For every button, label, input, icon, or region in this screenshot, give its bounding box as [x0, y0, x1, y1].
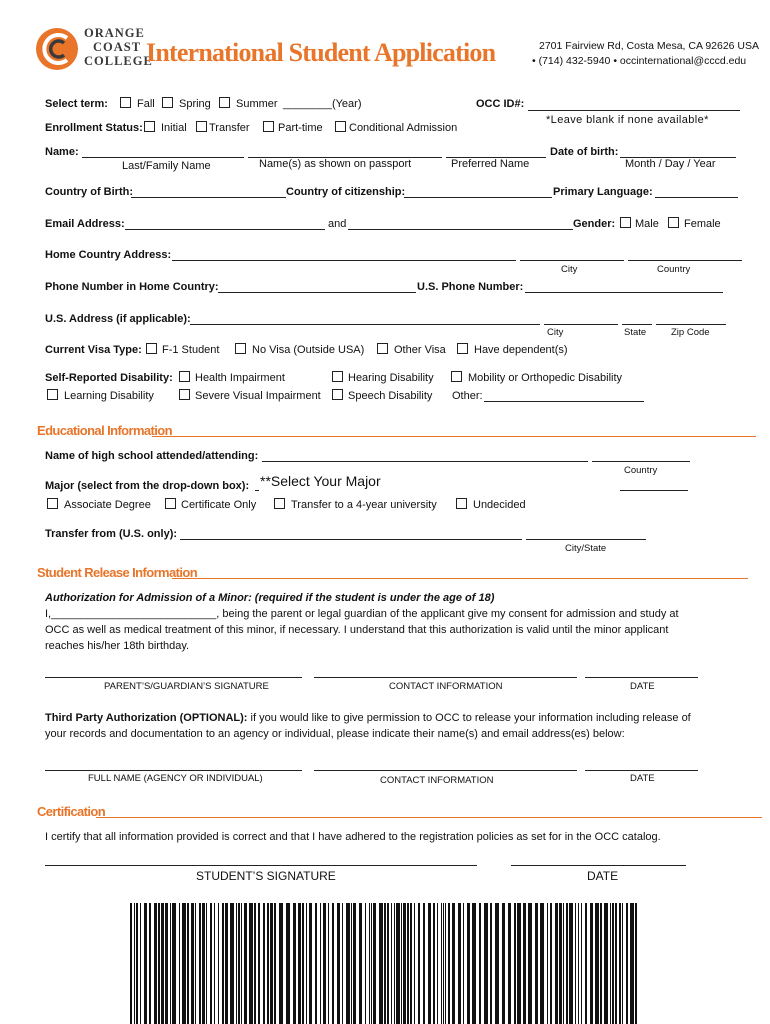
barcode-bar [195, 903, 196, 1024]
barcode-bar [387, 903, 389, 1024]
mobility-disability-checkbox[interactable] [451, 371, 462, 382]
us-city-field[interactable] [544, 324, 618, 325]
high-school-country-field[interactable] [592, 461, 690, 462]
section-rule-education [152, 436, 756, 437]
barcode-bar [403, 903, 406, 1024]
barcode-bar [263, 903, 265, 1024]
gender-male-label: Male [635, 218, 659, 230]
barcode-bar [202, 903, 205, 1024]
barcode-bar [130, 903, 132, 1024]
barcode-bar [528, 903, 532, 1024]
barcode-bar [384, 903, 386, 1024]
barcode-bar [351, 903, 352, 1024]
barcode-bar [630, 903, 634, 1024]
term-label: Select term: [45, 98, 108, 110]
student-date-field[interactable] [511, 865, 686, 866]
barcode-bar [342, 903, 343, 1024]
visa-f1-checkbox[interactable] [146, 343, 157, 354]
barcode-bar [484, 903, 488, 1024]
barcode-bar [418, 903, 420, 1024]
barcode-bar [490, 903, 492, 1024]
major-dropdown[interactable]: **Select Your Major [260, 473, 381, 489]
barcode-bar [569, 903, 573, 1024]
barcode-bar [136, 903, 138, 1024]
barcode-bar [267, 903, 269, 1024]
enrollment-conditional-label: Conditional Admission [349, 122, 458, 134]
minor-text-1: I,___________________________, being the parent or legal guardian of the applicant give my consent for admission and study at [45, 608, 679, 620]
barcode-bar [353, 903, 356, 1024]
barcode-bar [222, 903, 224, 1024]
barcode-bar [563, 903, 564, 1024]
barcode-bar [578, 903, 579, 1024]
guardian-signature-caption: PARENT’S/GUARDIAN’S SIGNATURE [104, 681, 269, 692]
barcode-bar [279, 903, 283, 1024]
country-citizenship-label: Country of citizenship: [286, 186, 406, 198]
visa-other-label: Other Visa [394, 344, 446, 356]
barcode-bar [396, 903, 400, 1024]
guardian-date-caption: DATE [630, 681, 655, 692]
transfer-from-label: Transfer from (U.S. only): [45, 528, 178, 540]
barcode-bar [140, 903, 141, 1024]
occ-id-note: *Leave blank if none available* [546, 114, 709, 126]
visa-other-checkbox[interactable] [377, 343, 388, 354]
us-state-field[interactable] [622, 324, 652, 325]
email-field-2[interactable] [348, 229, 573, 230]
term-summer-checkbox[interactable] [219, 97, 230, 108]
third-party-text-1: if you would like to give permission to OCC to release your information including release of [247, 712, 691, 724]
barcode-bar [306, 903, 307, 1024]
barcode-bar [472, 903, 476, 1024]
associate-degree-checkbox[interactable] [47, 498, 58, 509]
barcode-bar [172, 903, 176, 1024]
term-fall-label: Fall [137, 98, 155, 110]
barcode-bar [626, 903, 628, 1024]
barcode-bar [445, 903, 446, 1024]
third-party-line-1 [45, 712, 691, 724]
third-party-contact-field[interactable] [314, 770, 577, 771]
dob-caption: Month / Day / Year [625, 158, 716, 170]
third-party-heading: Third Party Authorization (OPTIONAL): [45, 712, 248, 724]
barcode-bar [585, 903, 587, 1024]
barcode-bar [566, 903, 568, 1024]
country-birth-label: Country of Birth: [45, 186, 133, 198]
certification-text: I certify that all information provided is correct and that I have adhered to the registration policies as set for in the OCC catalog. [45, 831, 661, 843]
barcode-bar [433, 903, 435, 1024]
enrollment-initial-label: Initial [161, 122, 187, 134]
barcode-bar [535, 903, 538, 1024]
term-fall-checkbox[interactable] [120, 97, 131, 108]
barcode-bar [244, 903, 247, 1024]
name-label: Name: [45, 146, 79, 158]
transfer-city-state-field[interactable] [526, 539, 646, 540]
home-address-field[interactable] [172, 260, 516, 261]
disability-label: Self-Reported Disability: [45, 372, 173, 384]
barcode-bar [359, 903, 362, 1024]
barcode-bar [214, 903, 215, 1024]
section-rule-release [172, 578, 748, 579]
third-party-name-caption: FULL NAME (AGENCY OR INDIVIDUAL) [88, 773, 263, 784]
home-phone-label: Phone Number in Home Country: [45, 281, 219, 293]
barcode-bar [332, 903, 334, 1024]
high-school-field[interactable] [262, 461, 588, 462]
barcode-bar [158, 903, 160, 1024]
barcode-bar [448, 903, 450, 1024]
barcode-bar [286, 903, 290, 1024]
barcode-bar [540, 903, 544, 1024]
barcode-bar [161, 903, 164, 1024]
barcode-bar [210, 903, 212, 1024]
barcode-bar [373, 903, 376, 1024]
term-spring-checkbox[interactable] [162, 97, 173, 108]
major-label: Major (select from the drop-down box): [45, 480, 250, 492]
third-party-name-field[interactable] [45, 770, 302, 771]
certificate-only-checkbox[interactable] [165, 498, 176, 509]
third-party-date-field[interactable] [585, 770, 698, 771]
country-citizenship-field[interactable] [404, 197, 552, 198]
student-signature-field[interactable] [45, 865, 477, 866]
barcode-bar [258, 903, 260, 1024]
barcode-bar [428, 903, 431, 1024]
barcode-bar [170, 903, 171, 1024]
learning-disability-checkbox[interactable] [47, 389, 58, 400]
third-party-contact-caption: CONTACT INFORMATION [380, 775, 494, 786]
hearing-disability-checkbox[interactable] [332, 371, 343, 382]
barcode-image [130, 903, 638, 1024]
barcode-bar [595, 903, 599, 1024]
barcode-bar [547, 903, 548, 1024]
barcode-bar [600, 903, 602, 1024]
barcode-bar [443, 903, 444, 1024]
enrollment-parttime-label: Part-time [278, 122, 323, 134]
term-spring-label: Spring [179, 98, 211, 110]
barcode-bar [401, 903, 402, 1024]
barcode-bar [441, 903, 442, 1024]
occ-id-field[interactable] [528, 110, 740, 111]
gender-female-label: Female [684, 218, 721, 230]
barcode-bar [379, 903, 383, 1024]
enrollment-transfer-label: Transfer [209, 122, 250, 134]
barcode-bar [463, 903, 464, 1024]
barcode-bar [437, 903, 438, 1024]
visual-impairment-checkbox[interactable] [179, 389, 190, 400]
barcode-bar [134, 903, 135, 1024]
major-underline [255, 490, 259, 491]
dob-label: Date of birth: [550, 146, 619, 158]
country-birth-field[interactable] [131, 197, 286, 198]
guardian-signature-field[interactable] [45, 677, 302, 678]
enrollment-initial-checkbox[interactable] [144, 121, 155, 132]
email-and: and [328, 218, 347, 230]
barcode-bar [346, 903, 350, 1024]
occ-id-label: OCC ID#: [476, 98, 525, 110]
barcode-bar [452, 903, 455, 1024]
transfer-university-checkbox[interactable] [274, 498, 285, 509]
barcode-bar [610, 903, 611, 1024]
us-state-caption: State [624, 327, 647, 338]
enrollment-parttime-checkbox[interactable] [263, 121, 274, 132]
barcode-bar [315, 903, 317, 1024]
barcode-bar [508, 903, 511, 1024]
guardian-date-field[interactable] [585, 677, 698, 678]
third-party-date-caption: DATE [630, 773, 655, 784]
term-year-field[interactable]: ________(Year) [283, 98, 362, 110]
gender-label: Gender: [573, 218, 616, 230]
minor-text-3: reaches his/her 18th birthday. [45, 640, 190, 652]
student-date-caption: DATE [587, 869, 619, 883]
barcode-bar [320, 903, 321, 1024]
gender-male-checkbox[interactable] [620, 217, 631, 228]
health-impairment-label: Health Impairment [195, 372, 285, 384]
associate-degree-label: Associate Degree [64, 499, 151, 511]
barcode-bar [369, 903, 370, 1024]
barcode-bar [458, 903, 461, 1024]
header-contact: • (714) 432-5940 • occinternational@cccd.edu [532, 55, 747, 67]
speech-disability-label: Speech Disability [348, 390, 433, 402]
visa-f1-label: F-1 Student [162, 344, 220, 356]
last-name-field[interactable] [82, 157, 244, 158]
barcode-bar [391, 903, 392, 1024]
term-summer-label: Summer [236, 98, 278, 110]
occ-logo-icon [34, 26, 80, 72]
us-address-label: U.S. Address (if applicable): [45, 313, 191, 325]
us-city-caption: City [547, 327, 564, 338]
guardian-contact-caption: CONTACT INFORMATION [389, 681, 503, 692]
visa-label: Current Visa Type: [45, 344, 142, 356]
high-school-label: Name of high school attended/attending: [45, 450, 259, 462]
visa-none-checkbox[interactable] [235, 343, 246, 354]
preferred-name-caption: Preferred Name [451, 158, 530, 170]
barcode-bar [423, 903, 425, 1024]
us-zip-field[interactable] [656, 324, 726, 325]
last-name-caption: Last/Family Name [122, 160, 211, 172]
barcode-bar [238, 903, 240, 1024]
barcode-bar [249, 903, 253, 1024]
barcode-bar [191, 903, 194, 1024]
hearing-disability-label: Hearing Disability [348, 372, 434, 384]
certificate-only-label: Certificate Only [181, 499, 257, 511]
student-signature-caption: STUDENT’S SIGNATURE [196, 869, 336, 883]
barcode-bar [323, 903, 326, 1024]
barcode-bar [165, 903, 168, 1024]
barcode-bar [581, 903, 582, 1024]
section-student-release: Student Release Information [37, 565, 198, 580]
barcode-bar [218, 903, 219, 1024]
barcode-bar [230, 903, 234, 1024]
barcode-bar [635, 903, 637, 1024]
barcode-bar [293, 903, 296, 1024]
barcode-bar [236, 903, 237, 1024]
barcode-bar [523, 903, 526, 1024]
minor-text-2: OCC as well as medical treatment of this minor, if necessary. I understand that this authorization is valid until the minor applicant [45, 624, 669, 636]
barcode-bar [517, 903, 521, 1024]
visa-none-label: No Visa (Outside USA) [252, 344, 365, 356]
home-country-caption: Country [657, 264, 691, 275]
undecided-checkbox[interactable] [456, 498, 467, 509]
barcode-bar [309, 903, 312, 1024]
barcode-bar [467, 903, 470, 1024]
section-educational-information: Educational Information [37, 423, 172, 438]
visa-dependents-checkbox[interactable] [457, 343, 468, 354]
home-city-field[interactable] [520, 260, 624, 261]
minor-heading: Authorization for Admission of a Minor: (required if the student is under the age of 18) [45, 592, 495, 604]
barcode-bar [154, 903, 157, 1024]
barcode-bar [371, 903, 372, 1024]
barcode-bar [559, 903, 562, 1024]
disability-other-field[interactable] [484, 401, 644, 402]
us-address-field[interactable] [190, 324, 540, 325]
barcode-bar [550, 903, 552, 1024]
barcode-bar [495, 903, 499, 1024]
section-rule-certification [96, 817, 762, 818]
barcode-bar [604, 903, 608, 1024]
visual-impairment-label: Severe Visual Impairment [195, 390, 321, 402]
enrollment-label: Enrollment Status: [45, 122, 143, 134]
home-address-label: Home Country Address: [45, 249, 172, 261]
barcode-bar [144, 903, 147, 1024]
barcode-bar [622, 903, 623, 1024]
barcode-bar [407, 903, 409, 1024]
home-phone-field[interactable] [218, 292, 416, 293]
barcode-bar [199, 903, 201, 1024]
us-zip-caption: Zip Code [671, 327, 710, 338]
health-impairment-checkbox[interactable] [179, 371, 190, 382]
barcode-bar [225, 903, 228, 1024]
third-party-text-2: your records and documentation to an agency or individual, please indicate their name(s) and email address(es) below: [45, 728, 625, 740]
barcode-bar [182, 903, 186, 1024]
barcode-bar [274, 903, 276, 1024]
passport-name-caption: Name(s) as shown on passport [259, 158, 412, 170]
gender-female-checkbox[interactable] [668, 217, 679, 228]
enrollment-conditional-checkbox[interactable] [335, 121, 346, 132]
home-country-field[interactable] [628, 260, 742, 261]
transfer-from-field[interactable] [180, 539, 522, 540]
barcode-bar [337, 903, 340, 1024]
barcode-bar [615, 903, 617, 1024]
barcode-bar [298, 903, 301, 1024]
barcode-bar [328, 903, 329, 1024]
barcode-bar [270, 903, 273, 1024]
home-city-caption: City [561, 264, 578, 275]
transfer-city-state-caption: City/State [565, 543, 607, 554]
barcode-bar [394, 903, 395, 1024]
barcode-bar [555, 903, 558, 1024]
email-label: Email Address: [45, 218, 125, 230]
barcode-bar [302, 903, 304, 1024]
us-phone-field[interactable] [525, 292, 723, 293]
barcode-bar [414, 903, 415, 1024]
barcode-bar [187, 903, 189, 1024]
barcode-bar [514, 903, 516, 1024]
mobility-disability-label: Mobility or Orthopedic Disability [468, 372, 623, 384]
learning-disability-label: Learning Disability [64, 390, 154, 402]
undecided-label: Undecided [473, 499, 526, 511]
barcode-bar [612, 903, 614, 1024]
transfer-university-label: Transfer to a 4-year university [291, 499, 437, 511]
disability-other-label: Other: [452, 390, 483, 402]
barcode-bar [179, 903, 180, 1024]
major-extra-field[interactable] [620, 490, 688, 491]
primary-language-field[interactable] [655, 197, 738, 198]
barcode-bar [619, 903, 621, 1024]
section-certification: Certification [37, 804, 106, 819]
speech-disability-checkbox[interactable] [332, 389, 343, 400]
barcode-bar [502, 903, 505, 1024]
enrollment-transfer-checkbox[interactable] [196, 121, 207, 132]
page-title: International Student Application [146, 38, 496, 67]
logo-line-2: COAST [93, 40, 142, 54]
visa-dependents-label: Have dependent(s) [474, 344, 568, 356]
header-address: 2701 Fairview Rd, Costa Mesa, CA 92626 USA [539, 40, 760, 52]
barcode-bar [206, 903, 207, 1024]
primary-language-label: Primary Language: [553, 186, 653, 198]
barcode-bar [410, 903, 412, 1024]
barcode-bar [241, 903, 242, 1024]
barcode-bar [575, 903, 576, 1024]
high-school-country-caption: Country [624, 465, 658, 476]
logo-line-3: COLLEGE [84, 54, 153, 68]
barcode-bar [590, 903, 593, 1024]
barcode-bar [149, 903, 151, 1024]
barcode-bar [254, 903, 256, 1024]
us-phone-label: U.S. Phone Number: [417, 281, 524, 293]
logo-line-1: ORANGE [84, 26, 145, 40]
email-field-1[interactable] [125, 229, 325, 230]
guardian-contact-field[interactable] [314, 677, 577, 678]
barcode-bar [365, 903, 366, 1024]
barcode-bar [479, 903, 481, 1024]
